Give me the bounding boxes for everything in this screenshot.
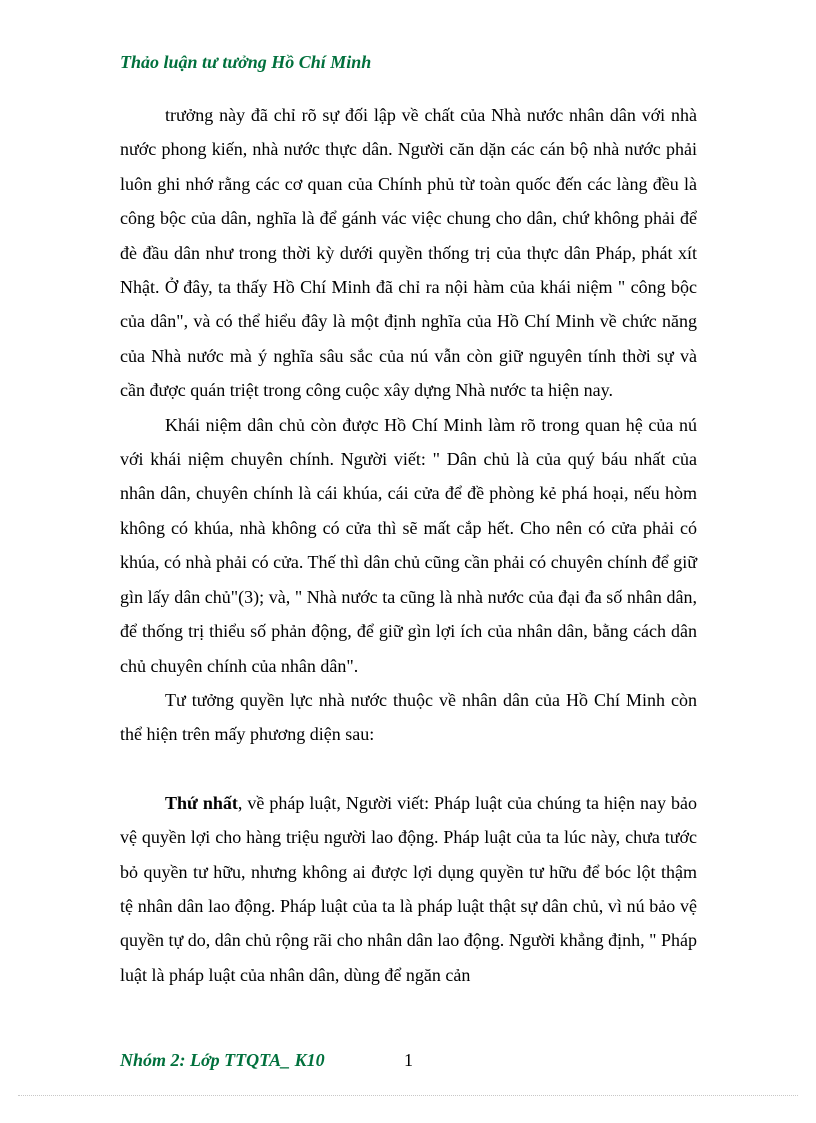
- paragraph-4-lead: Thứ nhất: [165, 792, 238, 813]
- paragraph-4-text: , về pháp luật, Người viết: Pháp luật của chúng ta hiện nay bảo vệ quyền lợi cho hàng triệu người lao động. Pháp luật của ta lúc này, chưa tước bỏ quyền tư hữu, nhưng không ai được lợi dụng quyền tư hữu để bóc lột thậm tệ nhân dân lao động. Pháp luật của ta là pháp luật thật sự dân chủ, vì nú bảo vệ quyền tự do, dân chủ rộng rãi cho nhân dân lao động. Người khẳng định, " Pháp luật là pháp luật của nhân dân, dùng để ngăn cản: [120, 792, 697, 985]
- document-body: [120, 98, 697, 992]
- page-header-title: Thảo luận tư tưởng Hồ Chí Minh: [120, 52, 372, 72]
- paragraph-1: trưởng này đã chỉ rõ sự đối lập về chất của Nhà nước nhân dân với nhà nước phong kiến, nhà nước thực dân. Người căn dặn các cán bộ nhà nước phải luôn ghi nhớ rằng các cơ quan của Chính phủ từ toàn quốc đến các làng đều là công bộc của dân, nghĩa là để gánh vác việc chung cho dân, chứ không phải để đè đầu dân như trong thời kỳ dưới quyền thống trị của thực dân Pháp, phát xít Nhật. Ở đây, ta thấy Hồ Chí Minh đã chỉ ra nội hàm của khái niệm " công bộc của dân", và có thể hiểu đây là một định nghĩa của Hồ Chí Minh về chức năng của Nhà nước mà ý nghĩa sâu sắc của nú vẫn còn giữ nguyên tính thời sự và cần được quán triệt trong công cuộc xây dựng Nhà nước ta hiện nay.: [120, 105, 697, 401]
- paragraph-4: [120, 786, 697, 992]
- paragraph-2: Khái niệm dân chủ còn được Hồ Chí Minh làm rõ trong quan hệ của nú với khái niệm chuyên chính. Người viết: " Dân chủ là của quý báu nhất của nhân dân, chuyên chính là cái khúa, cái cửa để đề phòng kẻ phá hoại, nếu hòm không có khúa, nhà không có cửa thì sẽ mất cắp hết. Cho nên có cửa phải có khúa, có nhà phải có cửa. Thế thì dân chủ cũng cần phải có chuyên chính để giữ gìn lấy dân chủ"(3); và, " Nhà nước ta cũng là nhà nước của đại đa số nhân dân, để thống trị thiểu số phản động, để giữ gìn lợi ích của nhân dân, bằng cách dân chủ chuyên chính của nhân dân".: [120, 414, 697, 676]
- page-footer-group: Nhóm 2: Lớp TTQTA_ K10: [120, 1050, 325, 1070]
- paragraph-3: Tư tưởng quyền lực nhà nước thuộc về nhân dân của Hồ Chí Minh còn thể hiện trên mấy phương diện sau:: [120, 689, 697, 745]
- page-number: 1: [404, 1050, 413, 1070]
- paragraph-spacer: [120, 752, 697, 786]
- page-bottom-divider: [18, 1095, 798, 1096]
